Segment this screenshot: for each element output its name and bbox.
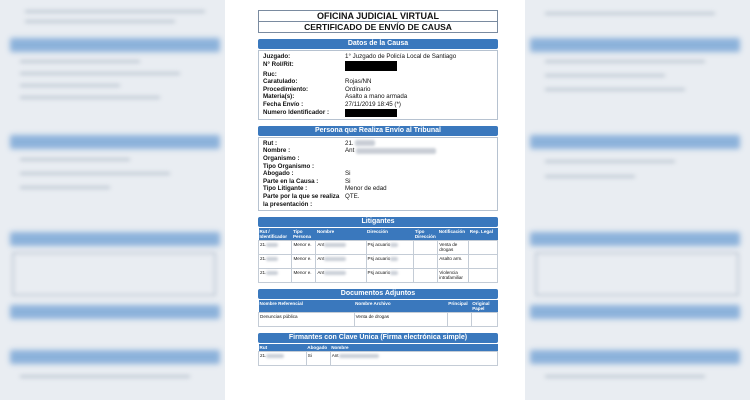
document-title: OFICINA JUDICIAL VIRTUAL (259, 11, 497, 22)
field-row: Caratulado: Rojas/NN (263, 78, 372, 86)
document-subtitle: CERTIFICADO DE ENVÍO DE CAUSA (304, 22, 452, 32)
section-datos-causa (256, 39, 500, 120)
field-row: Ruc: (263, 70, 277, 78)
section-heading: Datos de la Causa (258, 39, 498, 49)
field-row: Numero Identificador : (263, 109, 493, 117)
section-persona (256, 126, 500, 211)
blurred-text (324, 243, 346, 247)
section-litigantes (256, 217, 500, 283)
field-row: Juzgado: 1° Juzgado de Policía Local de Santiago (263, 53, 457, 60)
blurred-text (339, 354, 379, 358)
field-row: Rut : 21. (263, 140, 493, 148)
field-row: Materia(s): Asalto a mano armada (263, 93, 408, 101)
firmantes-table: Rut Abogado Nombre 21. Si Ant (258, 344, 498, 366)
blurred-text (324, 257, 346, 261)
section-firmantes (256, 333, 500, 366)
field-row: Parte por la que se realiza la presentación : QTE. (263, 192, 360, 208)
field-row: Parte en la Causa : Si (263, 177, 351, 185)
field-row: Fecha Envío : 27/11/2019 18:45 (*) (263, 100, 401, 108)
blurred-background-right (525, 0, 750, 400)
field-row: Procedimiento: Ordinario (263, 85, 371, 93)
certificate-document (256, 8, 500, 400)
redaction-bar (345, 109, 397, 117)
blurred-text (324, 271, 346, 275)
section-heading: Persona que Realiza Envío al Tribunal (258, 126, 498, 136)
field-row: Organismo : (263, 154, 300, 162)
blurred-text (266, 243, 278, 247)
blurred-text (390, 257, 398, 261)
section-heading: Litigantes (258, 217, 498, 227)
table-row: 21. Si Ant (259, 352, 498, 366)
field-row: Tipo Litigante : Menor de edad (263, 185, 387, 193)
blurred-text (266, 354, 284, 358)
field-row: N° Rol/Rit: (263, 61, 493, 71)
section-heading: Documentos Adjuntos (258, 289, 498, 299)
redaction-bar (345, 61, 397, 71)
blurred-text (356, 148, 436, 154)
blurred-background-left (0, 0, 225, 400)
document-header (258, 10, 498, 33)
table-row: 21. Menor e. Ant Psj acuario Violencia intrafamiliar (259, 269, 498, 283)
table-row: 21. Menor e. Ant Psj acuario Asalto arm. (259, 255, 498, 269)
field-row: Nombre : Ant (263, 147, 493, 155)
blurred-text (390, 243, 398, 247)
table-row: 21. Menor e. Ant Psj acuario Venta de drogas (259, 241, 498, 255)
field-row: Abogado : Si (263, 170, 351, 178)
blurred-text (355, 140, 375, 146)
litigantes-table: Rut / Identificador Tipo Persona Nombre Dirección Tipo Dirección Notificación Rep. Legal 21. Menor e. Ant Psj acuario Venta de drogas 21. Menor e. Ant Psj acuario Asalto arm. 21. Menor e. Ant Psj acuario Violencia intrafamiliar (258, 228, 498, 283)
blurred-text (390, 271, 398, 275)
blurred-text (266, 257, 278, 261)
documentos-table: Nombre Referencial Nombre Archivo Principal Original Papel Denuncias pública Venta de drogas (258, 300, 498, 327)
section-heading: Firmantes con Clave Única (Firma electrónica simple) (258, 333, 498, 343)
blurred-text (266, 271, 278, 275)
table-row: Denuncias pública Venta de drogas (259, 313, 498, 327)
section-documentos (256, 289, 500, 327)
field-row: Tipo Organismo : (263, 162, 315, 170)
